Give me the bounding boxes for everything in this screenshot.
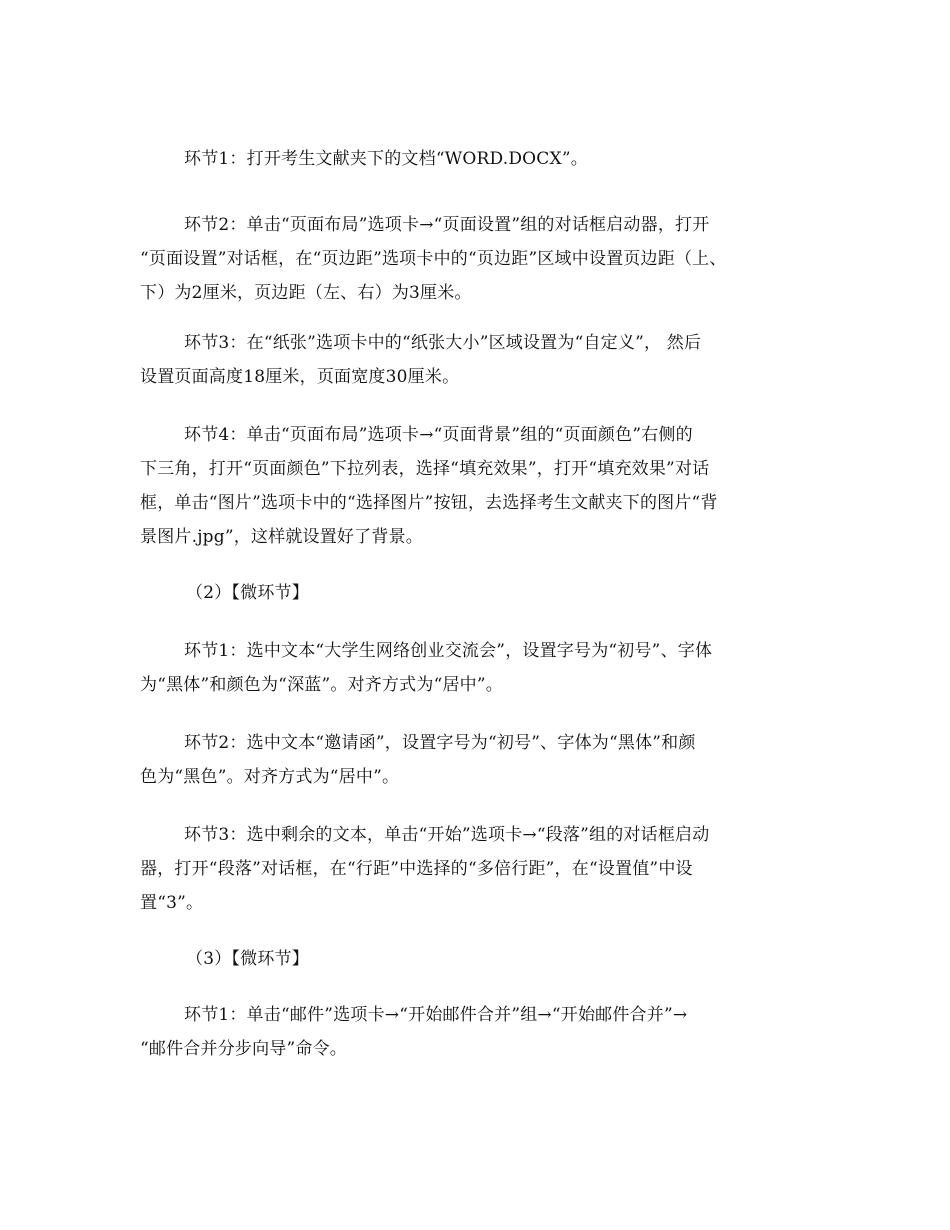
text-line: 置“3”。 xyxy=(140,893,204,913)
text-line: “页面设置”对话框，在“页边距”选项卡中的“页边距”区域中设置页边距（上、 xyxy=(140,249,727,269)
text-line: “邮件合并分步向导”命令。 xyxy=(140,1039,347,1059)
section-heading-2 xyxy=(140,576,820,610)
paragraph-sub-step1-title-format xyxy=(140,634,820,702)
text-line: 环节2：单击“页面布局”选项卡→“页面设置”组的对话框启动器，打开 xyxy=(184,215,710,235)
text-line: 环节3：在“纸张”选项卡中的“纸张大小”区域设置为“自定义”， 然后 xyxy=(184,333,702,353)
text-line: 环节1：打开考生文献夹下的文档“WORD.DOCX”。 xyxy=(184,149,588,169)
text-line: 框，单击“图片”选项卡中的“选择图片”按钮，去选择考生文献夹下的图片“背 xyxy=(140,493,718,513)
text-line: 环节1：选中文本“大学生网络创业交流会”，设置字号为“初号”、字体 xyxy=(184,641,713,661)
text-line: 色为“黑色”。对齐方式为“居中”。 xyxy=(140,767,400,787)
text-line: 环节1：单击“邮件”选项卡→“开始邮件合并”组→“开始邮件合并”→ xyxy=(184,1005,688,1025)
text-line: 器，打开“段落”对话框，在“行距”中选择的“多倍行距”，在“设置值”中设 xyxy=(140,859,693,879)
paragraph-step1-open-document xyxy=(140,142,820,176)
text-line: 环节4：单击“页面布局”选项卡→“页面背景”组的“页面颜色”右侧的 xyxy=(184,425,693,445)
paragraph-step4-page-background xyxy=(140,418,820,554)
text-line: 环节3：选中剩余的文本，单击“开始”选项卡→“段落”组的对话框启动 xyxy=(184,825,710,845)
text-line: 下）为2厘米，页边距（左、右）为3厘米。 xyxy=(140,283,472,303)
text-line: 景图片.jpg”，这样就设置好了背景。 xyxy=(140,527,423,547)
heading-text: （3）【微环节】 xyxy=(186,949,309,969)
text-line: 环节2：选中文本“邀请函”，设置字号为“初号”、字体为“黑体”和颜 xyxy=(184,733,696,753)
heading-text: （2）【微环节】 xyxy=(186,583,309,603)
section-heading-3 xyxy=(140,942,820,976)
text-line: 为“黑体”和颜色为“深蓝”。对齐方式为“居中”。 xyxy=(140,675,503,695)
paragraph-sub-step3-line-spacing xyxy=(140,818,820,920)
paragraph-sub-step2-invitation-format xyxy=(140,726,820,794)
paragraph-step3-paper-size xyxy=(140,326,820,394)
paragraph-mail-merge-step1 xyxy=(140,998,820,1066)
paragraph-step2-page-setup xyxy=(140,208,820,310)
text-line: 设置页面高度18厘米，页面宽度30厘米。 xyxy=(140,367,460,387)
text-line: 下三角，打开“页面颜色”下拉列表，选择“填充效果”，打开“填充效果”对话 xyxy=(140,459,710,479)
